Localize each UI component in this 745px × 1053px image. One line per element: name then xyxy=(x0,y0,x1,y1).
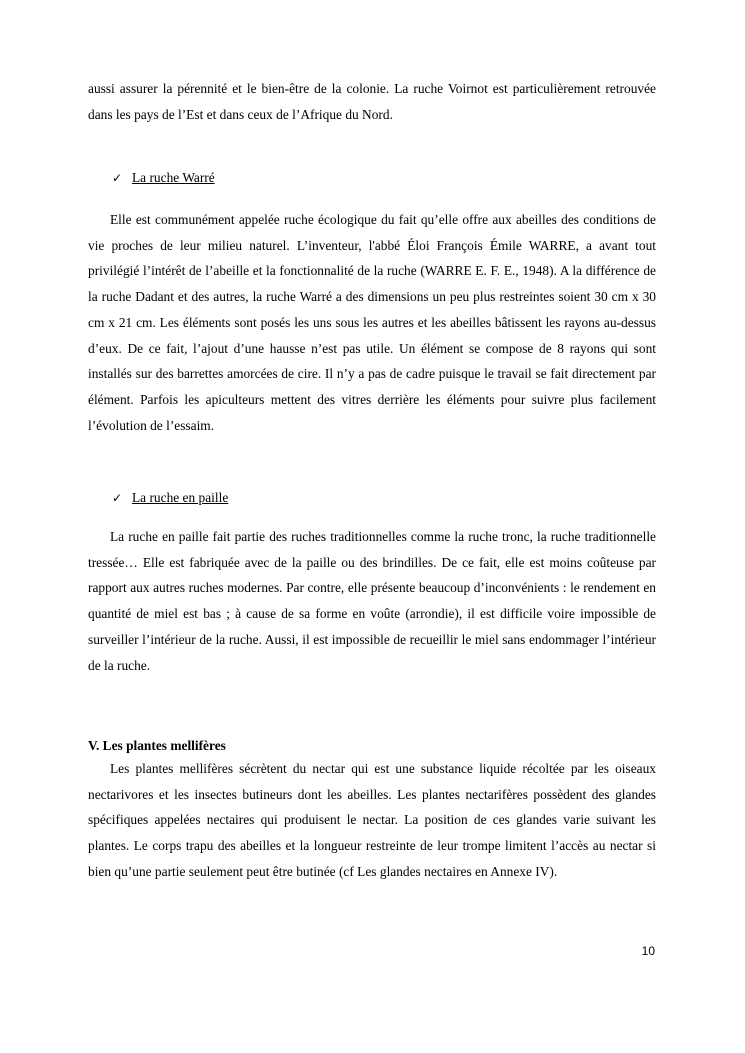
paille-paragraph: La ruche en paille fait partie des ruches traditionnelles comme la ruche tronc, la ruche traditionnelle tressée… Elle est fabriquée avec de la paille ou des brindilles. De ce fait, elle est moins coûteuse par rapport aux autres ruches modernes. Par contre, elle présente beaucoup d’inconvénients : le rendement en quantité de miel est bas ; à cause de sa forme en voûte (arrondie), il est difficile voire impossible de surveiller l’intérieur de la ruche. Aussi, il est impossible de recueillir le miel sans endommager l’intérieur de la ruche. xyxy=(88,529,656,673)
checkmark-icon: ✓ xyxy=(112,491,123,505)
paille-paragraph-block xyxy=(88,524,656,678)
warre-paragraph: Elle est communément appelée ruche écologique du fait qu’elle offre aux abeilles des conditions de vie proches de leur milieu naturel. L’inventeur, l'abbé Éloi François Émile WARRE, a avant tout privilégié l’intérêt de l’abeille et la fonctionnalité de la ruche (WARRE E. F. E., 1948). A la différence de la ruche Dadant et des autres, la ruche Warré a des dimensions un peu plus restreintes soient 30 cm x 30 cm x 21 cm. Les éléments sont posés les uns sous les autres et les abeilles bâtissent les rayons au-dessus d’eux. De ce fait, l’ajout d’une hausse n’est pas utile. Un élément se compose de 8 rayons qui sont installés sur des barrettes amorcées de cire. Il n’y a pas de cadre puisque le travail se fait directement par élément. Parfois les apiculteurs mettent des vitres derrière les éléments pour suivre plus facilement l’évolution de l’essaim. xyxy=(88,212,656,433)
bullet-warre-title: La ruche Warré xyxy=(132,170,215,185)
intro-paragraph-block xyxy=(88,76,656,127)
warre-paragraph-block xyxy=(88,207,656,438)
intro-paragraph: aussi assurer la pérennité et le bien-être de la colonie. La ruche Voirnot est particulièrement retrouvée dans les pays de l’Est et dans ceux de l’Afrique du Nord. xyxy=(88,81,656,122)
bullet-paille xyxy=(112,488,228,508)
page-number: 10 xyxy=(641,944,655,958)
checkmark-icon: ✓ xyxy=(112,171,123,185)
section-v-heading: V. Les plantes mellifères xyxy=(88,738,226,753)
bullet-paille-title: La ruche en paille xyxy=(132,490,229,505)
section-v-paragraph-block xyxy=(88,756,656,885)
section-v-paragraph: Les plantes mellifères sécrètent du nectar qui est une substance liquide récoltée par les oiseaux nectarivores et les insectes butineurs dont les abeilles. Les plantes nectarifères possèdent des glandes spécifiques appelées nectaires qui produisent le nectar. La position de ces glandes varie suivant les plantes. Le corps trapu des abeilles et la longueur restreinte de leur trompe limitent l’accès au nectar si bien qu’une partie seulement peut être butinée (cf Les glandes nectaires en Annexe IV). xyxy=(88,761,656,879)
bullet-warre xyxy=(112,168,215,188)
